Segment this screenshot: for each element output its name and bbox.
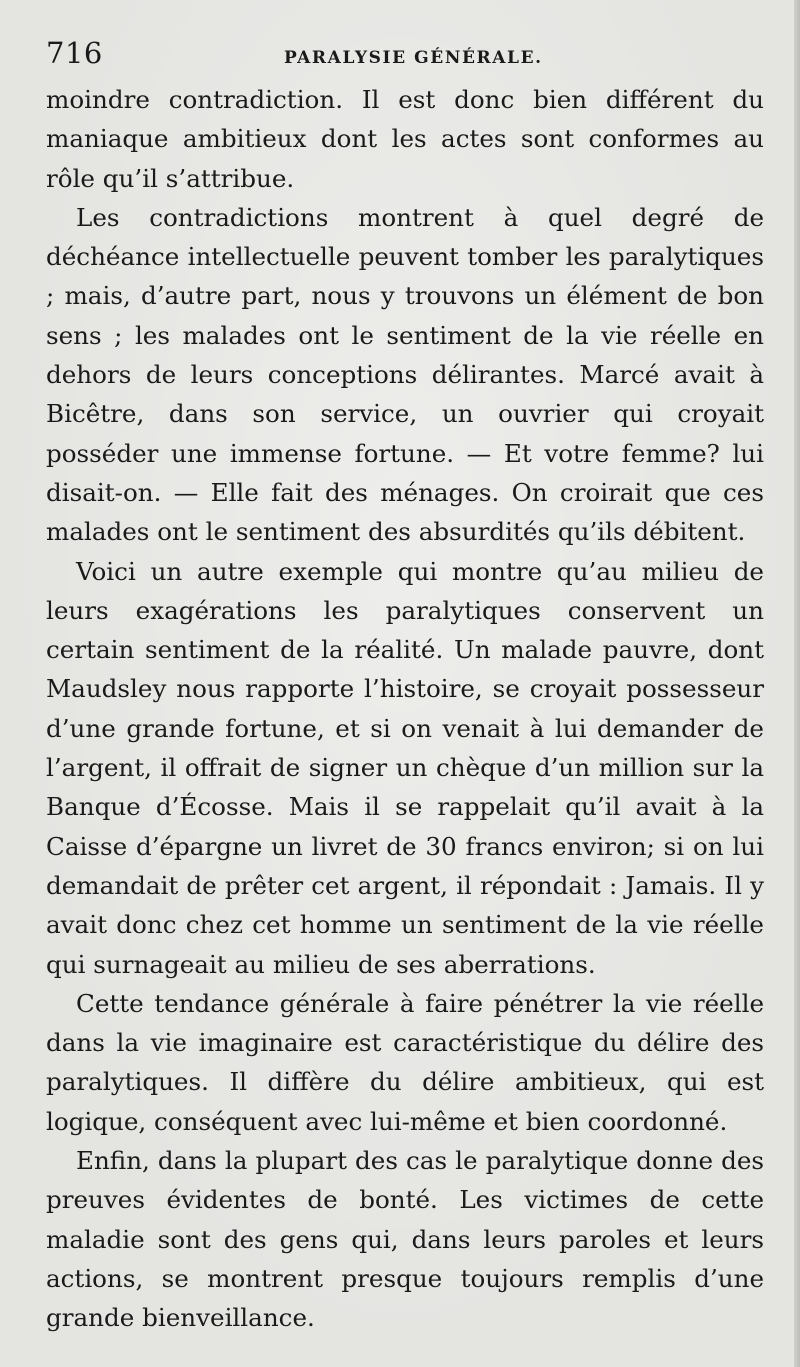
paragraph-contradictions: Les contradictions montrent à quel degré de déchéance intellectuelle peuvent tomber les paralytiques ; mais, d’autre part, nous y trouvons un élément de bon sens ; les malades ont le sentiment de la vie réelle en dehors de leurs conceptions délirantes. Marcé avait à Bicêtre, dans son service, un ouvrier qui croyait posséder une immense fortune. — Et votre femme? lui disait-on. — Elle fait des ménages. On croirait que ces malades ont le sentiment des absurdités qu’ils débitent. — [46, 202, 764, 547]
paragraph-general-tendency: Cette tendance générale à faire pénétrer la vie réelle dans la vie imaginaire est caractéristique du délire des paralytiques. Il diffère du délire ambitieux, qui est logique, conséquent avec lui-même et bien coordonné. — [46, 988, 764, 1136]
page-number: 716 — [46, 36, 103, 70]
paragraph-kindness: Enfin, dans la plupart des cas le paralytique donne des preuves évidentes de bonté. Les victimes de cette maladie sont des gens qui, dans leurs paroles et leurs actions, se montrent presque toujours remplis d’une grande bienveillance. — [46, 1146, 764, 1333]
body-text — [46, 80, 764, 1338]
paragraph-maudsley-example: Voici un autre exemple qui montre qu’au milieu de leurs exagérations les paralytiques conservent un certain sentiment de la réalité. Un malade pauvre, dont Maudsley nous rapporte l’histoire, se croyait possesseur d’une grande fortune, et si on venait à lui demander de l’argent, il offrait de signer un chèque d’un million sur la Banque d’Écosse. Mais il se rappelait qu’il avait à la Caisse d’épargne un livret de 30 francs environ; si on lui demandait de prêter cet argent, il répondait : Jamais. Il y avait donc chez cet homme un sentiment de la vie réelle qui surnageait au milieu de ses aberrations. — [46, 556, 764, 979]
running-head — [46, 30, 764, 80]
paragraph-continuation: moindre contradiction. Il est donc bien différent du maniaque ambitieux dont les actes sont conformes au rôle qu’il s’attribue. — [46, 85, 764, 193]
running-title: PARALYSIE GÉNÉRALE. — [284, 48, 543, 68]
